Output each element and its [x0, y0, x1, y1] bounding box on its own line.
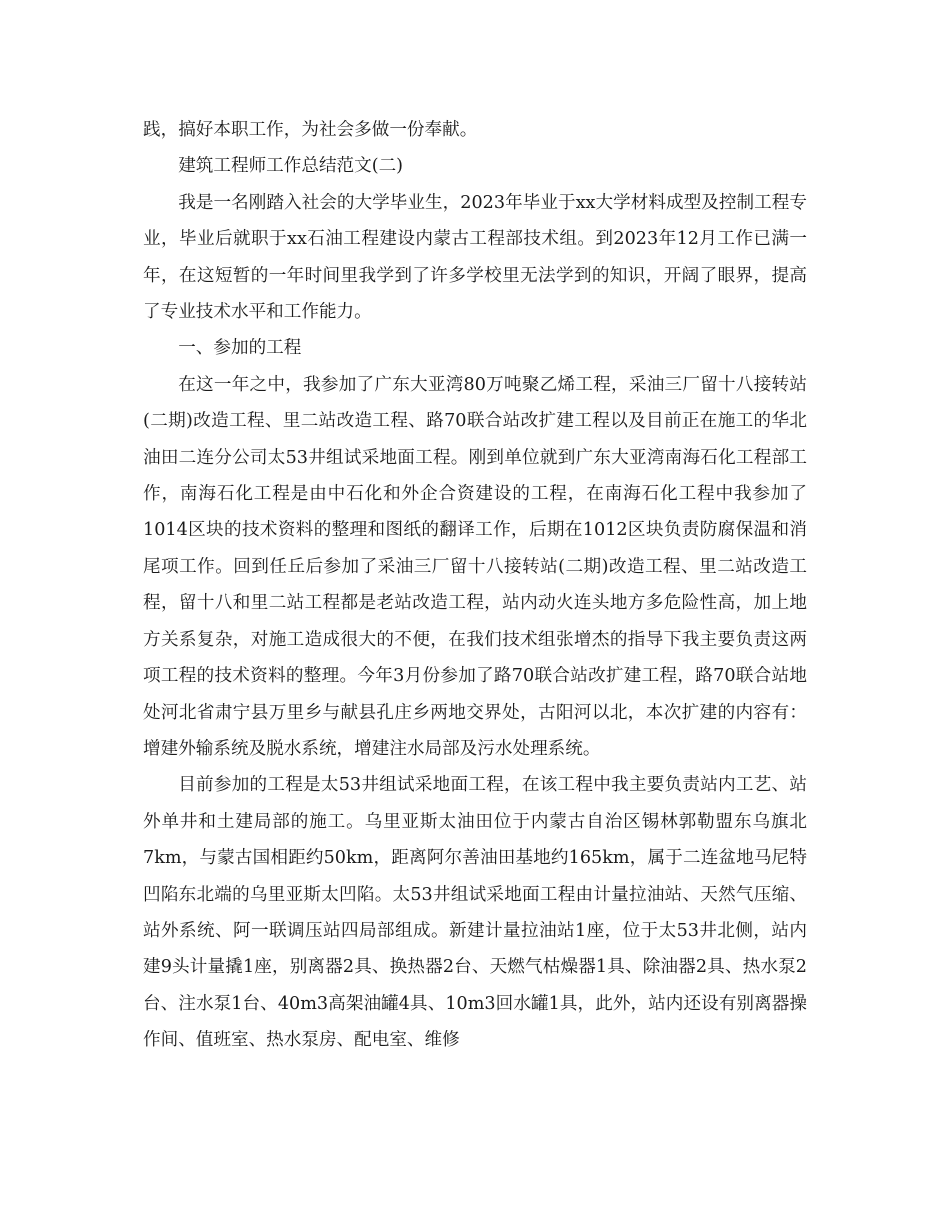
- document-body: [143, 112, 807, 1059]
- section-title: 建筑工程师工作总结范文(二): [178, 156, 404, 177]
- section-heading-projects: 一、参加的工程: [178, 338, 302, 359]
- paragraph-projects: 在这一年之中，我参加了广东大亚湾80万吨聚乙烯工程，采油三厂留十八接转站(二期)改造工程、里二站改造工程、路70联合站改扩建工程以及目前正在施工的华北油田二连分公司太53井组试采地面工程。刚到单位就到广东大亚湾南海石化工程部工作，南海石化工程是由中石化和外企合资建设的工程，在南海石化工程中我参加了1014区块的技术资料的整理和图纸的翻译工作，后期在1012区块负责防腐保温和消尾项工作。回到任丘后参加了采油三厂留十八接转站(二期)改造工程、里二站改造工程，留十八和里二站工程都是老站改造工程，站内动火连头地方多危险性高，加上地方关系复杂，对施工造成很大的不便，在我们技术组张增杰的指导下我主要负责这两项工程的技术资料的整理。今年3月份参加了路70联合站改扩建工程，路70联合站地处河北省肃宁县万里乡与献县孔庄乡两地交界处，古阳河以北，本次扩建的内容有：增建外输系统及脱水系统，增建注水局部及污水处理系统。: [143, 374, 807, 759]
- paragraph-intro: 我是一名刚踏入社会的大学毕业生，2023年毕业于xx大学材料成型及控制工程专业，毕业后就职于xx石油工程建设内蒙古工程部技术组。到2023年12月工作已满一年，在这短暂的一年时间里我学到了许多学校里无法学到的知识，开阔了眼界，提高了专业技术水平和工作能力。: [143, 192, 807, 323]
- paragraph-current-project: 目前参加的工程是太53井组试采地面工程，在该工程中我主要负责站内工艺、站外单井和土建局部的施工。乌里亚斯太油田位于内蒙古自治区锡林郭勒盟东乌旗北7km，与蒙古国相距约50km，距离阿尔善油田基地约165km，属于二连盆地马尼特凹陷东北端的乌里亚斯太凹陷。太53井组试采地面工程由计量拉油站、天然气压缩、站外系统、阿一联调压站四局部组成。新建计量拉油站1座，位于太53井北侧，站内建9头计量撬1座，别离器2具、换热器2台、天燃气枯燥器1具、除油器2具、热水泵2台、注水泵1台、40m3高架油罐4具、10m3回水罐1具，此外，站内还设有别离器操作间、值班室、热水泵房、配电室、维修: [143, 775, 807, 1051]
- paragraph-continuation: 践，搞好本职工作，为社会多做一份奉献。: [143, 120, 478, 140]
